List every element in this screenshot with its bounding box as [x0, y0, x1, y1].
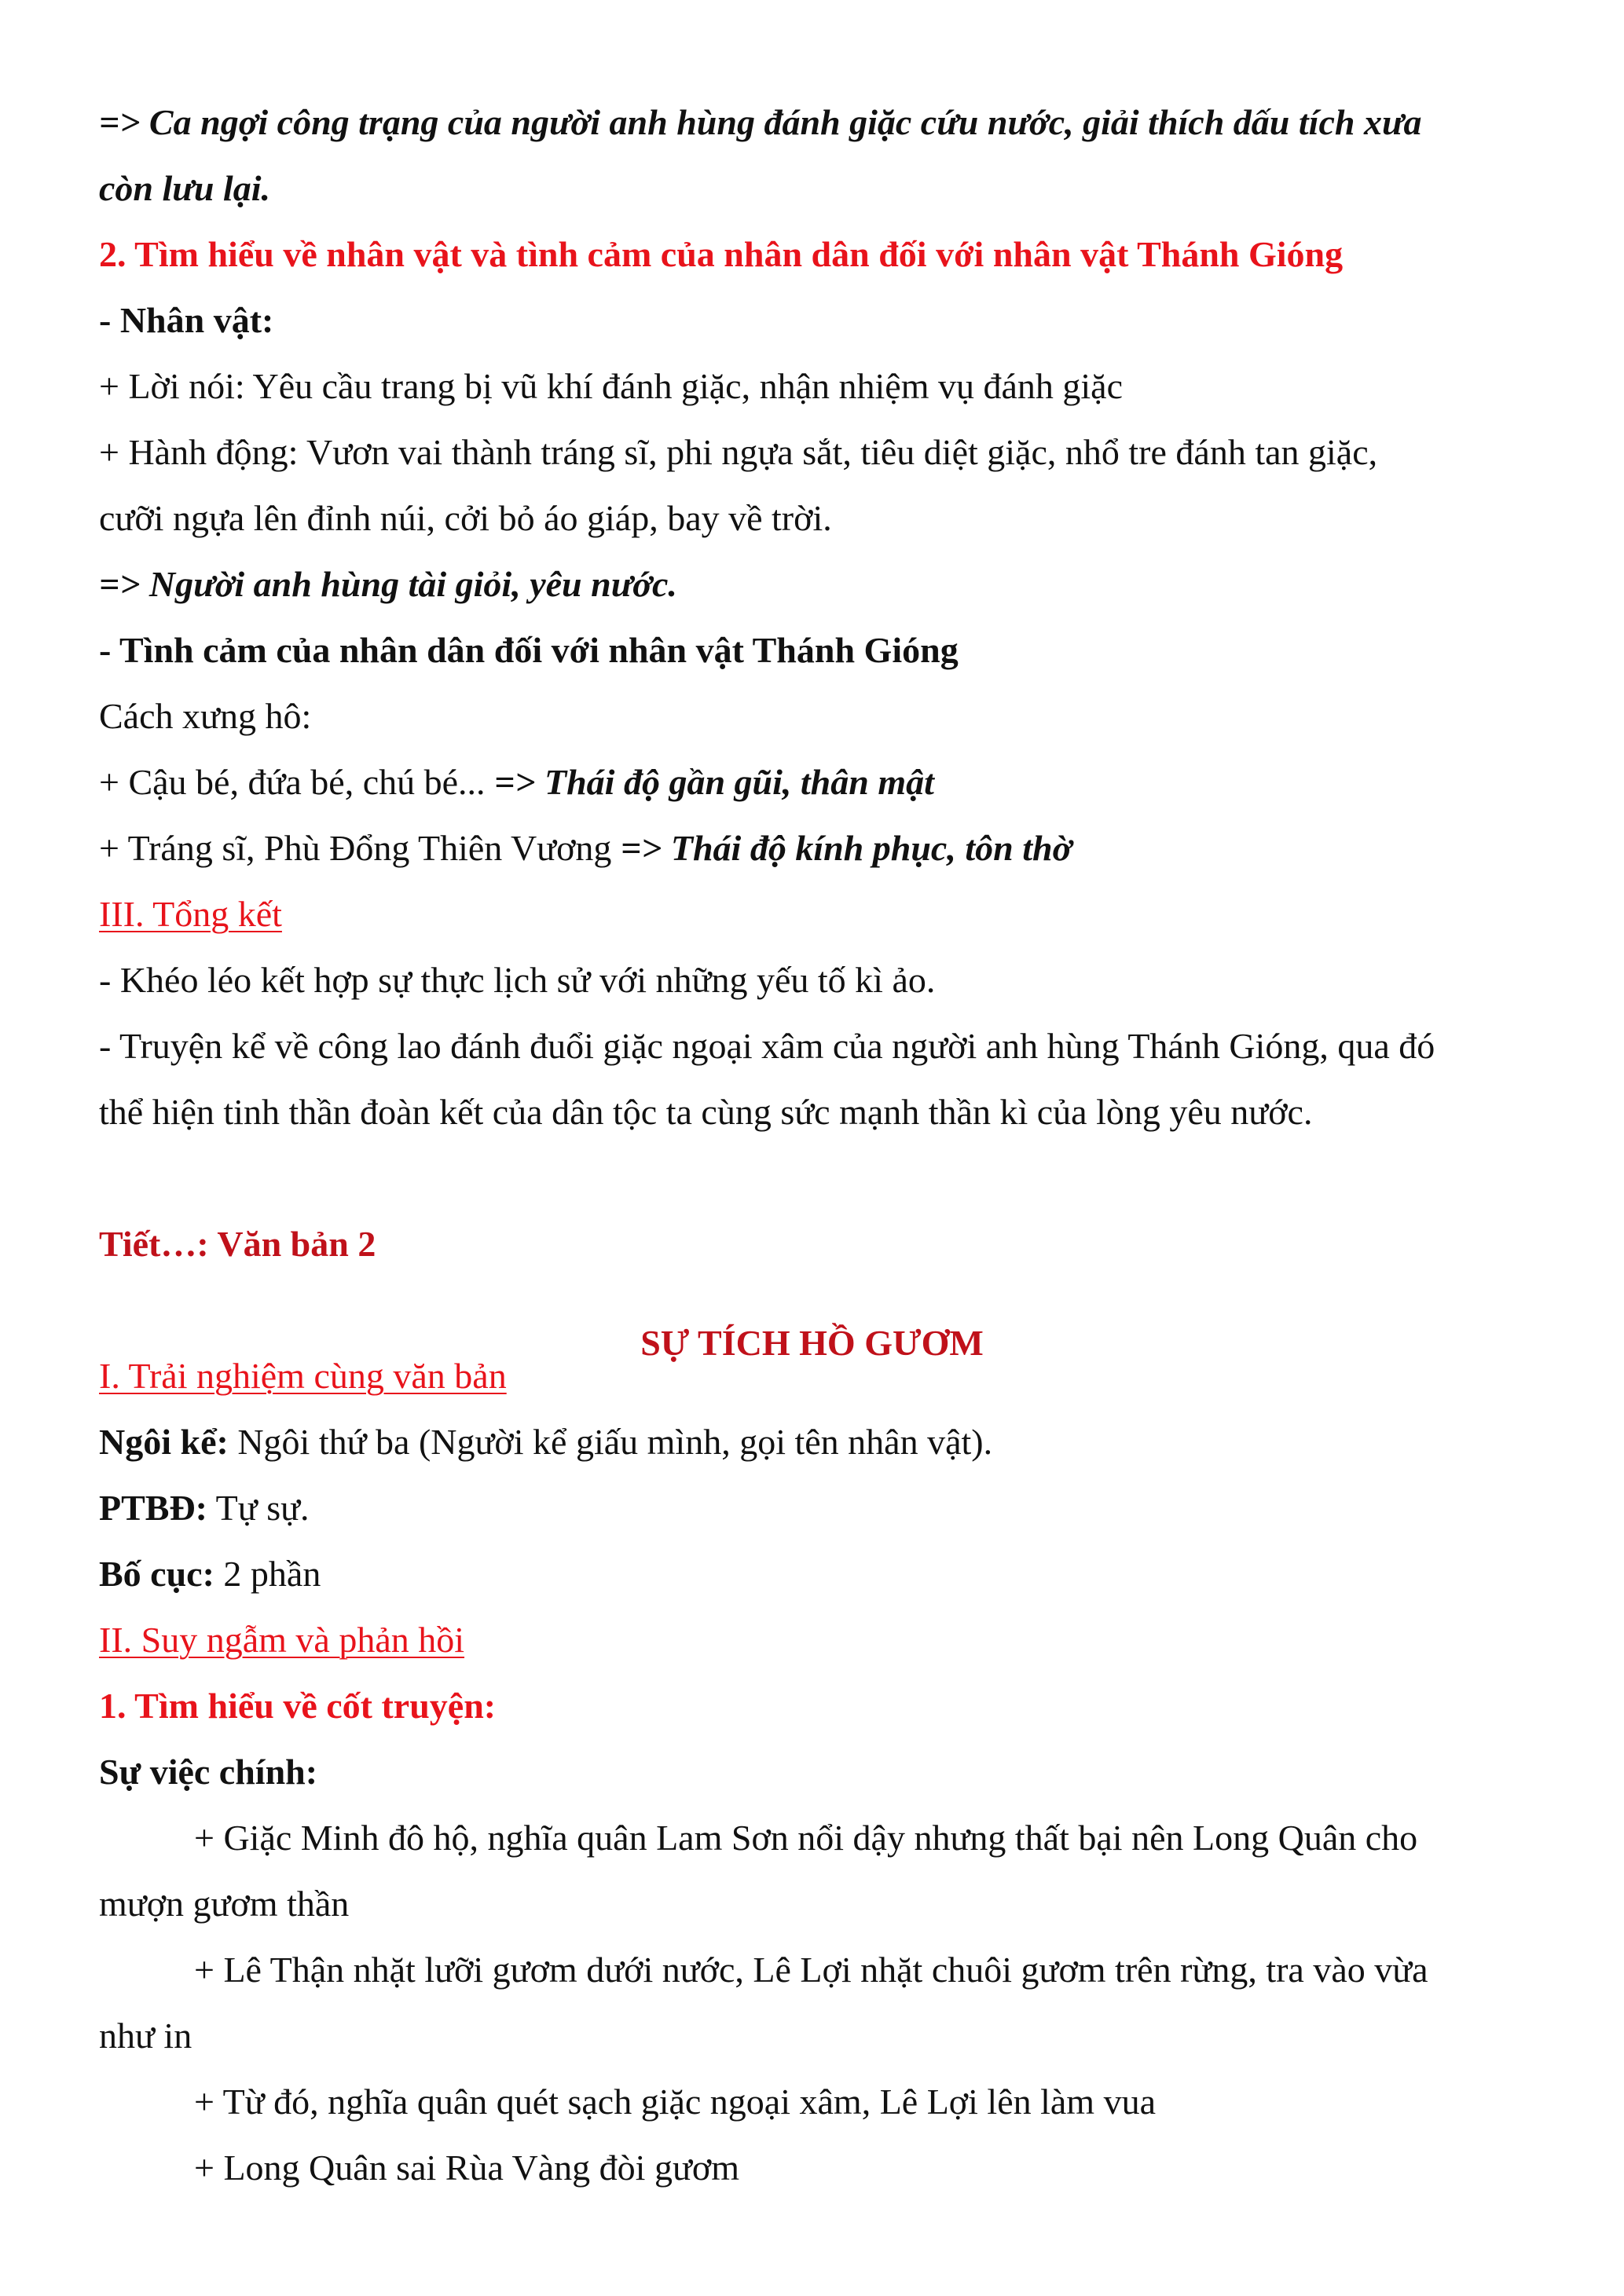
plot-heading: 1. Tìm hiểu về cốt truyện: — [99, 1686, 497, 1726]
event-1-line-1: + Giặc Minh đô hộ, nghĩa quân Lam Sơn nổi dậy nhưng thất bại nên Long Quân cho — [194, 1818, 1418, 1858]
address-terms-2: + Tráng sĩ, Phù Đổng Thiên Vương — [99, 828, 621, 868]
action-line-1: + Hành động: Vươn vai thành tráng sĩ, phi ngựa sắt, tiêu diệt giặc, nhổ tre đánh tan giặc, — [99, 432, 1378, 472]
layout-line — [99, 1551, 321, 1598]
address-terms-1: + Cậu bé, đứa bé, chú bé... — [99, 762, 495, 802]
conclusion-line-2: còn lưu lại. — [99, 168, 270, 208]
mode-label: PTBĐ: — [99, 1488, 207, 1528]
summary-line-3: thể hiện tinh thần đoàn kết của dân tộc ta cùng sức mạnh thần kì của lòng yêu nước. — [99, 1092, 1313, 1132]
subheading-character: - Nhân vật: — [99, 300, 274, 340]
action-line-2: cưỡi ngựa lên đỉnh núi, cởi bỏ áo giáp, bay về trời. — [99, 498, 832, 538]
mode-line — [99, 1485, 310, 1532]
mode-value: Tự sự. — [207, 1488, 310, 1528]
section-heading-character: 2. Tìm hiểu về nhân vật và tình cảm của nhân dân đối với nhân vật Thánh Gióng — [99, 234, 1344, 274]
section-summary-heading: III. Tổng kết — [99, 894, 282, 934]
layout-value: 2 phần — [214, 1554, 321, 1594]
event-4: + Long Quân sai Rùa Vàng đòi gươm — [194, 2148, 739, 2188]
event-3: + Từ đó, nghĩa quân quét sạch giặc ngoại xâm, Lê Lợi lên làm vua — [194, 2082, 1157, 2122]
narrator-value: Ngôi thứ ba (Người kể giấu mình, gọi tên nhân vật). — [228, 1422, 993, 1462]
main-events-label: Sự việc chính: — [99, 1752, 318, 1792]
text-title: SỰ TÍCH HỒ GƯƠM — [640, 1323, 984, 1363]
speech-line: + Lời nói: Yêu cầu trang bị vũ khí đánh giặc, nhận nhiệm vụ đánh giặc — [99, 366, 1124, 406]
section-reflection-heading: II. Suy ngẫm và phản hồi — [99, 1620, 465, 1660]
conclusion-line-1: => Ca ngợi công trạng của người anh hùng đánh giặc cứu nước, giải thích dấu tích xưa — [99, 102, 1422, 142]
event-2-line-2: như in — [99, 2016, 192, 2056]
narrator-label: Ngôi kể: — [99, 1422, 229, 1462]
address-forms-label: Cách xưng hô: — [99, 696, 312, 736]
event-2-line-1: + Lê Thận nhặt lưỡi gươm dưới nước, Lê Lợi nhặt chuôi gươm trên rừng, tra vào vừa — [194, 1950, 1428, 1990]
summary-line-1: - Khéo léo kết hợp sự thực lịch sử với những yếu tố kì ảo. — [99, 960, 936, 1000]
event-1-line-2: mượn gươm thần — [99, 1884, 350, 1924]
layout-label: Bố cục: — [99, 1554, 214, 1594]
attitude-1: => Thái độ gần gũi, thân mật — [494, 762, 934, 802]
address-line-1 — [99, 759, 934, 806]
attitude-2: => Thái độ kính phục, tôn thờ — [620, 828, 1072, 868]
section-experience-heading: I. Trải nghiệm cùng văn bản — [99, 1356, 507, 1396]
summary-line-2: - Truyện kể về công lao đánh đuổi giặc ngoại xâm của người anh hùng Thánh Gióng, qua đó — [99, 1026, 1435, 1066]
subheading-feelings: - Tình cảm của nhân dân đối với nhân vật Thánh Gióng — [99, 630, 959, 670]
narrator-line — [99, 1419, 992, 1466]
address-line-2 — [99, 825, 1072, 872]
character-conclusion: => Người anh hùng tài giỏi, yêu nước. — [99, 564, 677, 604]
lesson-heading: Tiết…: Văn bản 2 — [99, 1224, 376, 1264]
